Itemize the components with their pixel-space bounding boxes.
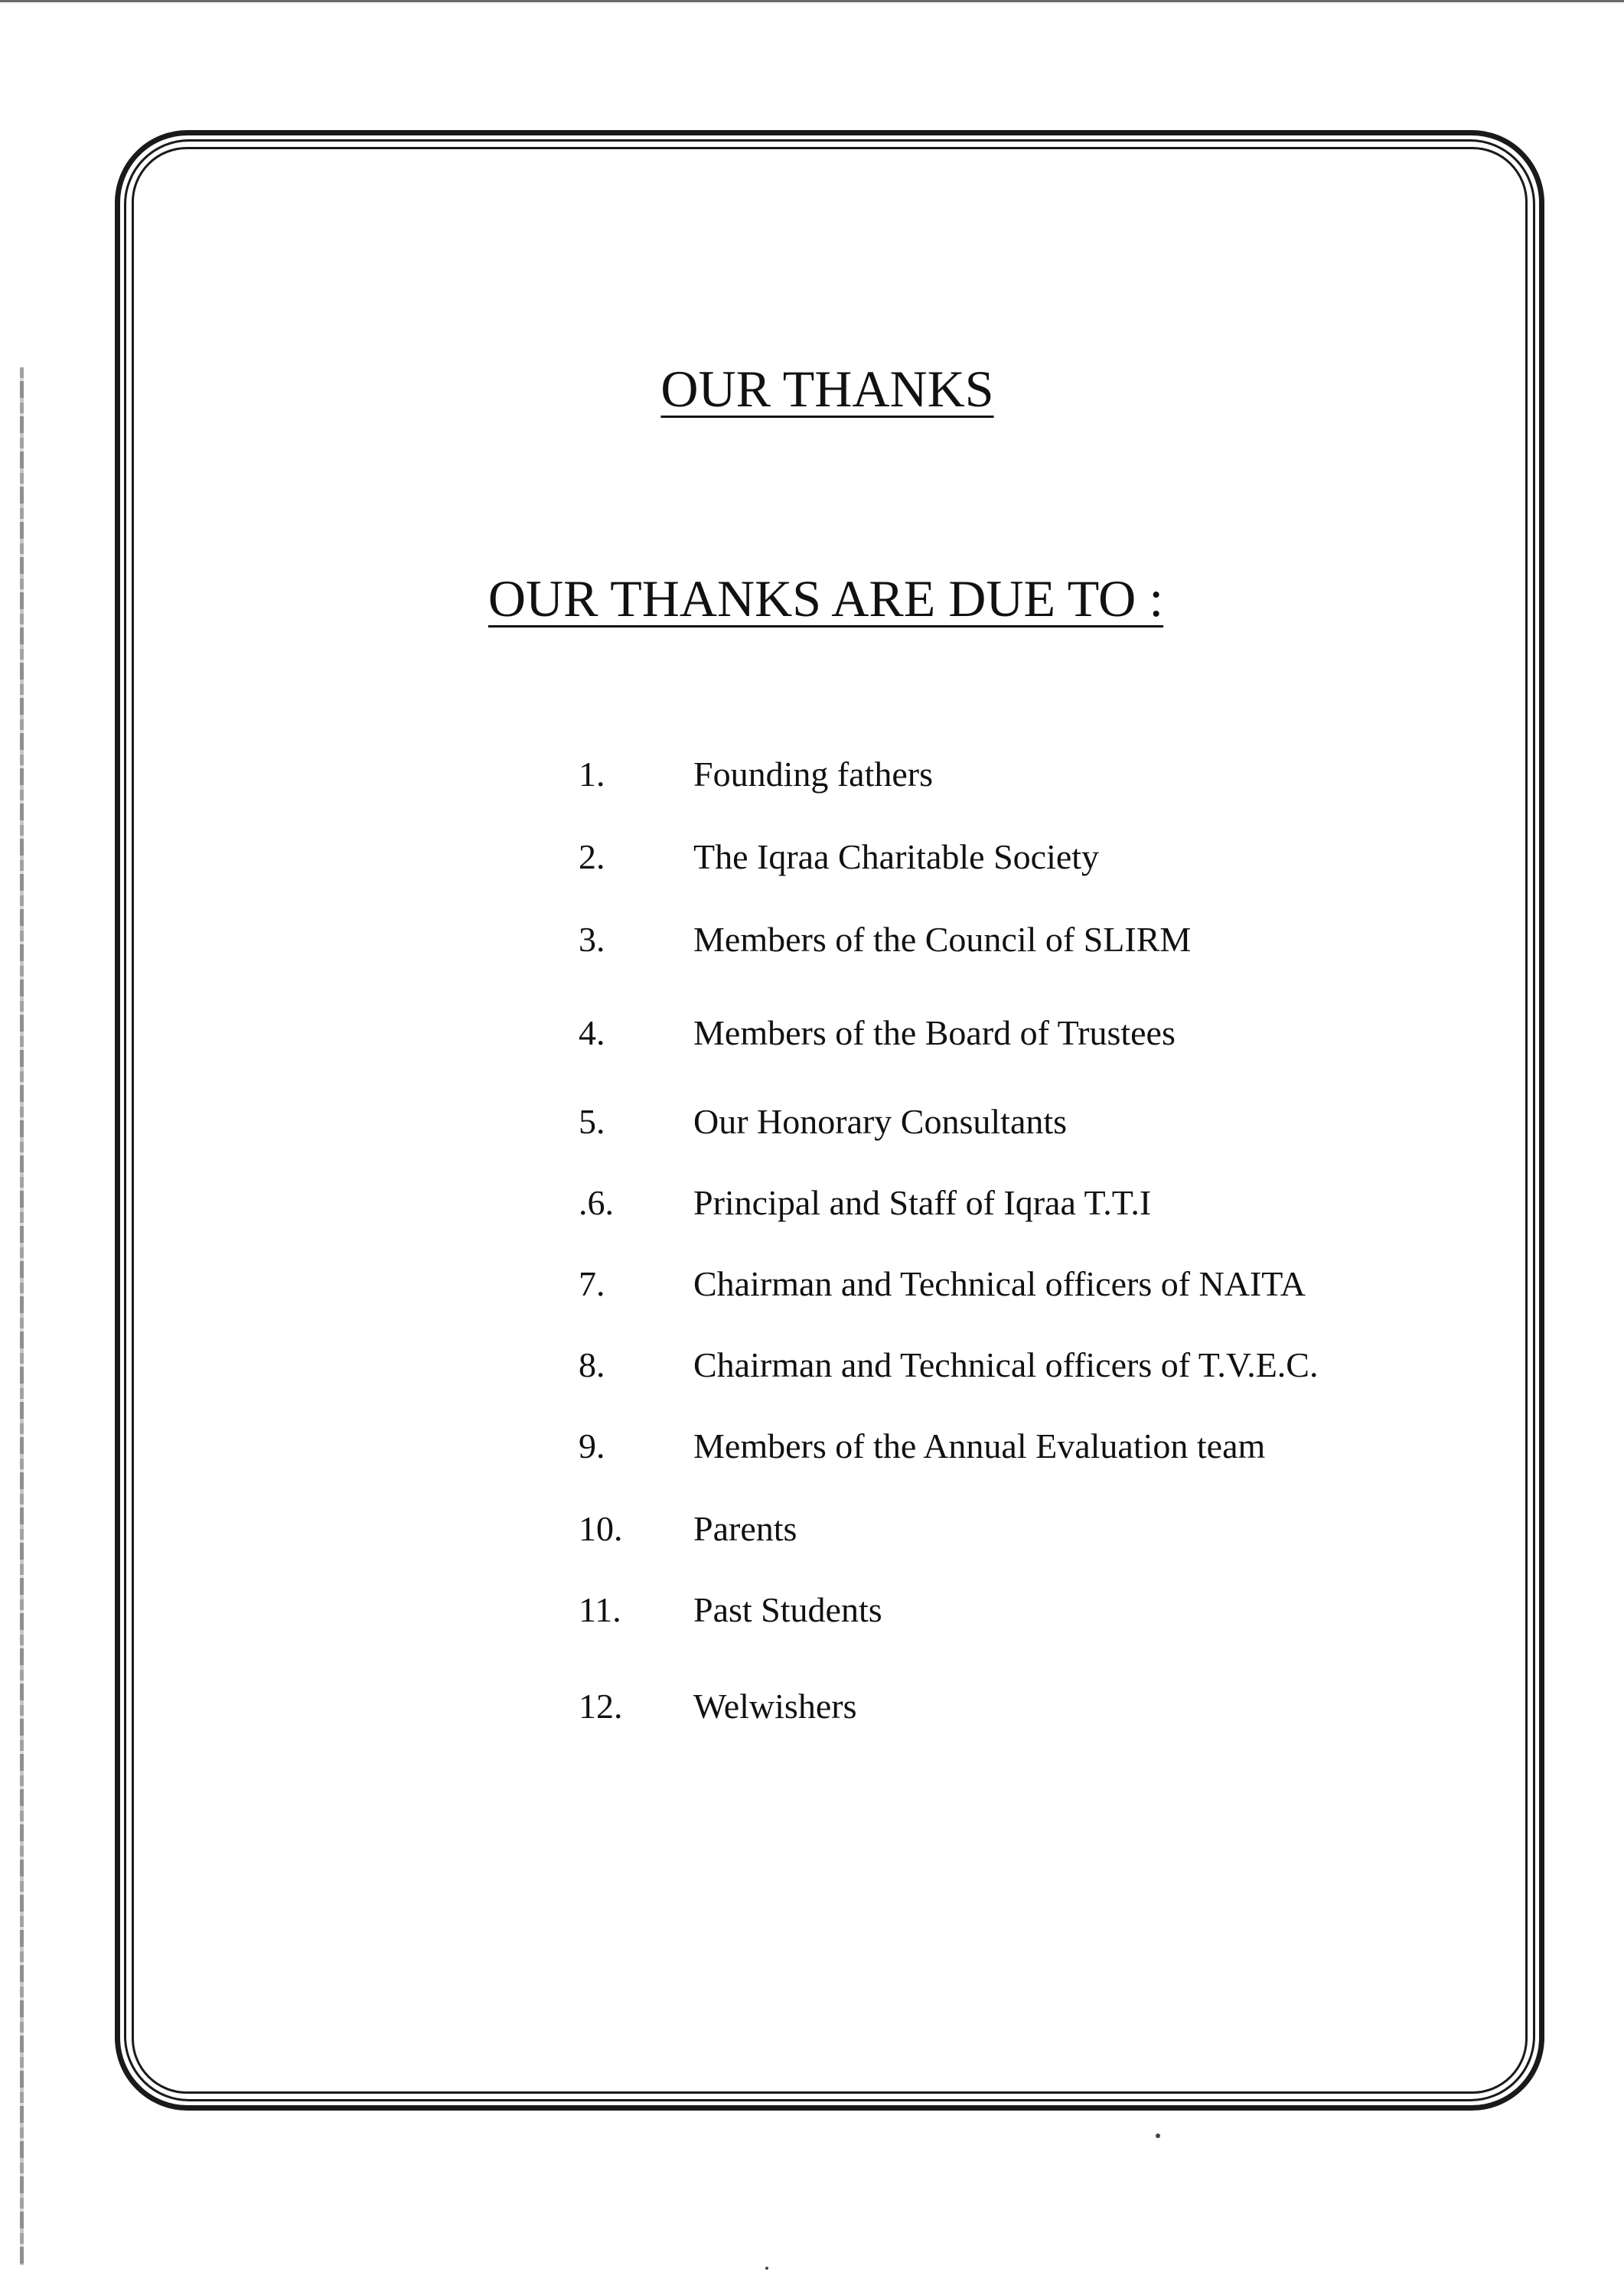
page-subtitle-text: OUR THANKS ARE DUE TO :	[488, 569, 1164, 628]
list-item	[579, 1344, 1482, 1425]
list-item-number: 2.	[579, 837, 605, 876]
list-item-text: Past Students	[693, 1590, 882, 1629]
list-item-text: Founding fathers	[693, 755, 934, 794]
list-item	[579, 1263, 1482, 1344]
scan-speck	[765, 2267, 768, 2270]
list-item	[579, 1100, 1482, 1182]
list-item-number: 9.	[579, 1426, 605, 1465]
list-item-text: Welwishers	[693, 1687, 857, 1726]
page-subtitle	[0, 568, 1624, 629]
list-item-text: Members of the Annual Evaluation team	[693, 1426, 1266, 1465]
list-item-number: .6.	[579, 1183, 614, 1222]
list-item	[579, 918, 1482, 1012]
list-item-number: 5.	[579, 1102, 605, 1141]
list-item	[579, 753, 1482, 836]
scan-edge-mark	[20, 367, 24, 2265]
list-item	[579, 1685, 1482, 1746]
list-item-text: The Iqraa Charitable Society	[693, 837, 1100, 876]
list-item	[579, 1182, 1482, 1263]
list-item	[579, 1508, 1482, 1589]
list-item-number: 1.	[579, 755, 605, 794]
list-item-number: 11.	[579, 1590, 621, 1629]
list-item	[579, 836, 1482, 918]
list-item-text: Members of the Board of Trustees	[693, 1013, 1176, 1052]
list-item-text: Chairman and Technical officers of NAITA	[693, 1264, 1306, 1303]
list-item-text: Members of the Council of SLIRM	[693, 920, 1192, 959]
scan-speck	[1156, 2134, 1160, 2138]
list-item-number: 7.	[579, 1264, 605, 1303]
page-top-edge	[0, 0, 1624, 2]
thanks-list	[579, 753, 1482, 1746]
list-item-number: 3.	[579, 920, 605, 959]
list-item-text: Our Honorary Consultants	[693, 1102, 1068, 1141]
page-title	[0, 358, 1624, 419]
list-item-number: 4.	[579, 1013, 605, 1052]
list-item-number: 12.	[579, 1687, 623, 1726]
list-item-number: 8.	[579, 1345, 605, 1384]
list-item-text: Parents	[693, 1509, 797, 1548]
list-item-number: 10.	[579, 1509, 623, 1548]
list-item-text: Principal and Staff of Iqraa T.T.I	[693, 1183, 1152, 1222]
list-item-text: Chairman and Technical officers of T.V.E.C.	[693, 1345, 1319, 1384]
page-title-text: OUR THANKS	[660, 360, 994, 418]
list-item	[579, 1012, 1482, 1100]
list-item	[579, 1425, 1482, 1508]
list-item	[579, 1589, 1482, 1685]
